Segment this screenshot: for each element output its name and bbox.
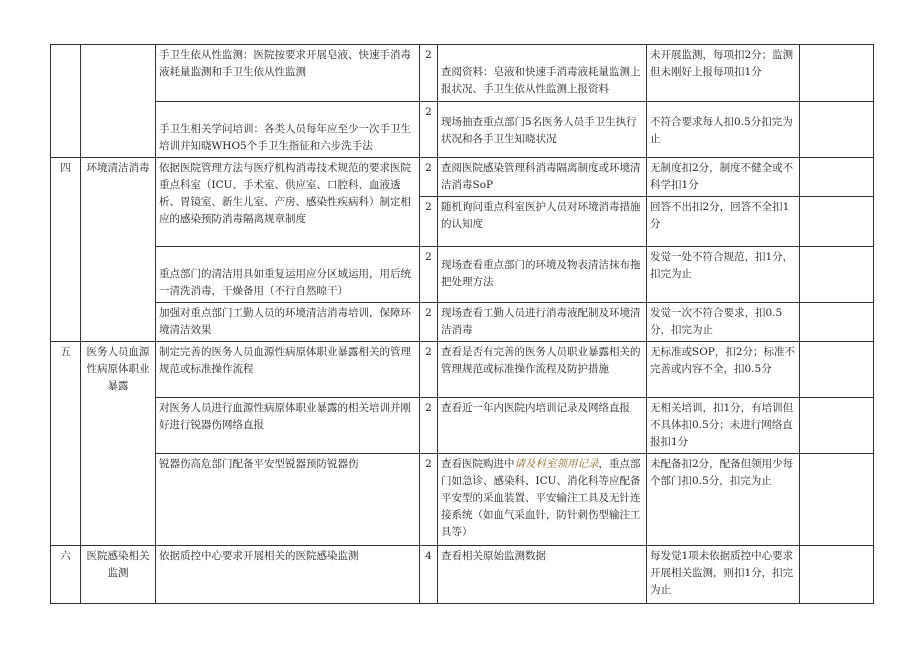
deduct-text: 无标准或SOP，扣2分；标准不完善或内容不全，扣0.5分 [650, 346, 796, 375]
deduct-text: 每发觉1项未依据质控中心要求开展相关监测，则扣1分，扣完为止 [650, 550, 794, 596]
deduct-text: 无相关培训，扣1分，有培训但不具体扣0.5分；未进行网络直报扣1分 [650, 402, 794, 448]
item-cell [156, 45, 420, 102]
item-text: 加强对重点部门工勤人员的环境清洁消毒培训，保障环境清洁效果 [159, 307, 411, 336]
method-text: 现场查看工勤人员进行消毒液配制及环境清洁消毒 [441, 307, 641, 336]
score-cell: 4 [420, 546, 438, 604]
item-text: 手卫生依从性监测：医院按要求开展皂液、快速手消毒液耗量监测和手卫生依从性监测 [159, 49, 411, 78]
blank-cell [800, 454, 874, 546]
score-cell: 2 [420, 303, 438, 342]
method-cell [438, 45, 647, 102]
score-cell: 2 [420, 102, 438, 158]
deduct-text: 未开展监测，每项扣2分；监测但未刚好上报每项扣1分 [650, 49, 794, 78]
item-cell [156, 158, 420, 247]
deduct-text: 回答不出扣2分，回答不全扣1分 [650, 201, 790, 230]
method-cell [438, 158, 647, 197]
score-cell: 2 [420, 454, 438, 546]
score-cell: 2 [420, 247, 438, 303]
deduct-cell [647, 303, 800, 342]
category-cell: 医务人员血源性病原体职业暴露 [81, 342, 156, 546]
item-text: 依据医院管理方法与医疗机构消毒技术规范的要求医院重点科室（ICU、手术室、供应室、口腔科、血液透析、胃镜室、新生儿室、产房、感染性疾病科）制定相应的感染预防消毒隔离规章制度 [159, 162, 411, 225]
section-number-cell: 四 [51, 158, 81, 342]
deduct-cell [647, 546, 800, 604]
table-row [51, 546, 874, 604]
method-cell [438, 197, 647, 247]
blank-cell [800, 197, 874, 247]
deduct-cell [647, 158, 800, 197]
section-number-cell [51, 45, 81, 158]
method-text: 查看近一年内医院内培训记录及网络直报 [441, 402, 630, 414]
method-text-post: ，重点部门如急诊、感染科、ICU、消化科等应配备平安型的采血装置、平安输注工具及无针连接系统（如血气采血针，防针刺伤型输注工具等） [441, 458, 641, 538]
category-cell [81, 45, 156, 158]
deduct-cell [647, 398, 800, 454]
deduct-text: 发觉一次不符合要求，扣0.5分，扣完为止 [650, 307, 783, 336]
method-text: 随机询问重点科室医护人员对环境消毒措施的认知度 [441, 201, 641, 230]
method-cell [438, 303, 647, 342]
item-text: 重点部门的清洁用具如重复运用应分区域运用，用后统一清洗消毒，干燥备用（不行自然晾干） [159, 268, 411, 297]
blank-cell [800, 342, 874, 398]
method-text: 现场查看重点部门的环境及物表清洁抹布拖把处理方法 [441, 259, 641, 288]
item-cell [156, 102, 420, 158]
method-text: 查看相关原始监测数据 [441, 550, 546, 562]
method-text: 查看是否有完善的医务人员职业暴露相关的管理规范或标准操作流程及防护措施 [441, 346, 641, 375]
score-cell: 2 [420, 197, 438, 247]
table-row [51, 342, 874, 398]
deduct-text: 未配备扣2分，配备但领用少每个部门扣0.5分，扣完为止 [650, 458, 794, 487]
item-cell [156, 303, 420, 342]
deduct-text: 发觉一处不符合规范，扣1分，扣完为止 [650, 251, 794, 280]
method-cell [438, 102, 647, 158]
score-cell: 2 [420, 398, 438, 454]
method-text: 查阅资料：皂液和快速手消毒液耗量监测上报状况、手卫生依从性监测上报资料 [441, 66, 641, 95]
item-cell [156, 546, 420, 604]
table-row [51, 454, 874, 546]
score-cell: 2 [420, 45, 438, 102]
blank-cell [800, 398, 874, 454]
item-text: 锐器伤高危部门配备平安型锐器预防锐器伤 [159, 458, 359, 470]
item-cell [156, 398, 420, 454]
blank-cell [800, 247, 874, 303]
deduct-cell [647, 454, 800, 546]
table-row [51, 158, 874, 197]
item-text: 对医务人员进行血源性病原体职业暴露的相关培训并刚好进行锐器伤网络直报 [159, 402, 411, 431]
blank-cell [800, 158, 874, 197]
deduct-text: 不符合要求每人扣0.5分扣完为止 [650, 116, 793, 145]
method-text: 现场抽查重点部门5名医务人员手卫生执行状况和各手卫生知晓状况 [441, 116, 637, 145]
score-cell: 2 [420, 158, 438, 197]
method-cell [438, 342, 647, 398]
table-row [51, 398, 874, 454]
method-text-italic: 请及科室领用记录 [514, 458, 599, 470]
item-text: 手卫生相关学问培训：各类人员每年应至少一次手卫生培训并知晓WHO5个手卫生指征和六步洗手法 [159, 123, 411, 152]
table-row [51, 102, 874, 158]
item-cell [156, 247, 420, 303]
section-number-cell: 六 [51, 546, 81, 604]
deduct-cell [647, 102, 800, 158]
deduct-cell [647, 247, 800, 303]
method-cell [438, 247, 647, 303]
deduct-cell [647, 197, 800, 247]
deduct-text: 无制度扣2分，制度不健全或不科学扣1分 [650, 162, 794, 191]
blank-cell [800, 102, 874, 158]
method-cell [438, 454, 647, 546]
blank-cell [800, 45, 874, 102]
table-row [51, 45, 874, 102]
blank-cell [800, 303, 874, 342]
blank-cell [800, 546, 874, 604]
deduct-cell [647, 342, 800, 398]
item-cell [156, 454, 420, 546]
item-text: 制定完善的医务人员血源性病原体职业暴露相关的管理规范或标准操作流程 [159, 346, 411, 375]
evaluation-table [50, 44, 874, 604]
method-cell [438, 546, 647, 604]
item-text: 依据质控中心要求开展相关的医院感染监测 [159, 550, 359, 562]
category-cell: 环境清洁消毒 [81, 158, 156, 342]
table-row [51, 247, 874, 303]
score-cell: 2 [420, 342, 438, 398]
table-row [51, 303, 874, 342]
item-cell [156, 342, 420, 398]
method-text-pre: 查看医院购进中 [441, 458, 515, 470]
section-number-cell: 五 [51, 342, 81, 546]
category-cell: 医院感染相关监测 [81, 546, 156, 604]
method-text: 查阅医院感染管理科消毒隔离制度或环境清洁消毒SoP [441, 162, 641, 191]
method-cell [438, 398, 647, 454]
deduct-cell [647, 45, 800, 102]
